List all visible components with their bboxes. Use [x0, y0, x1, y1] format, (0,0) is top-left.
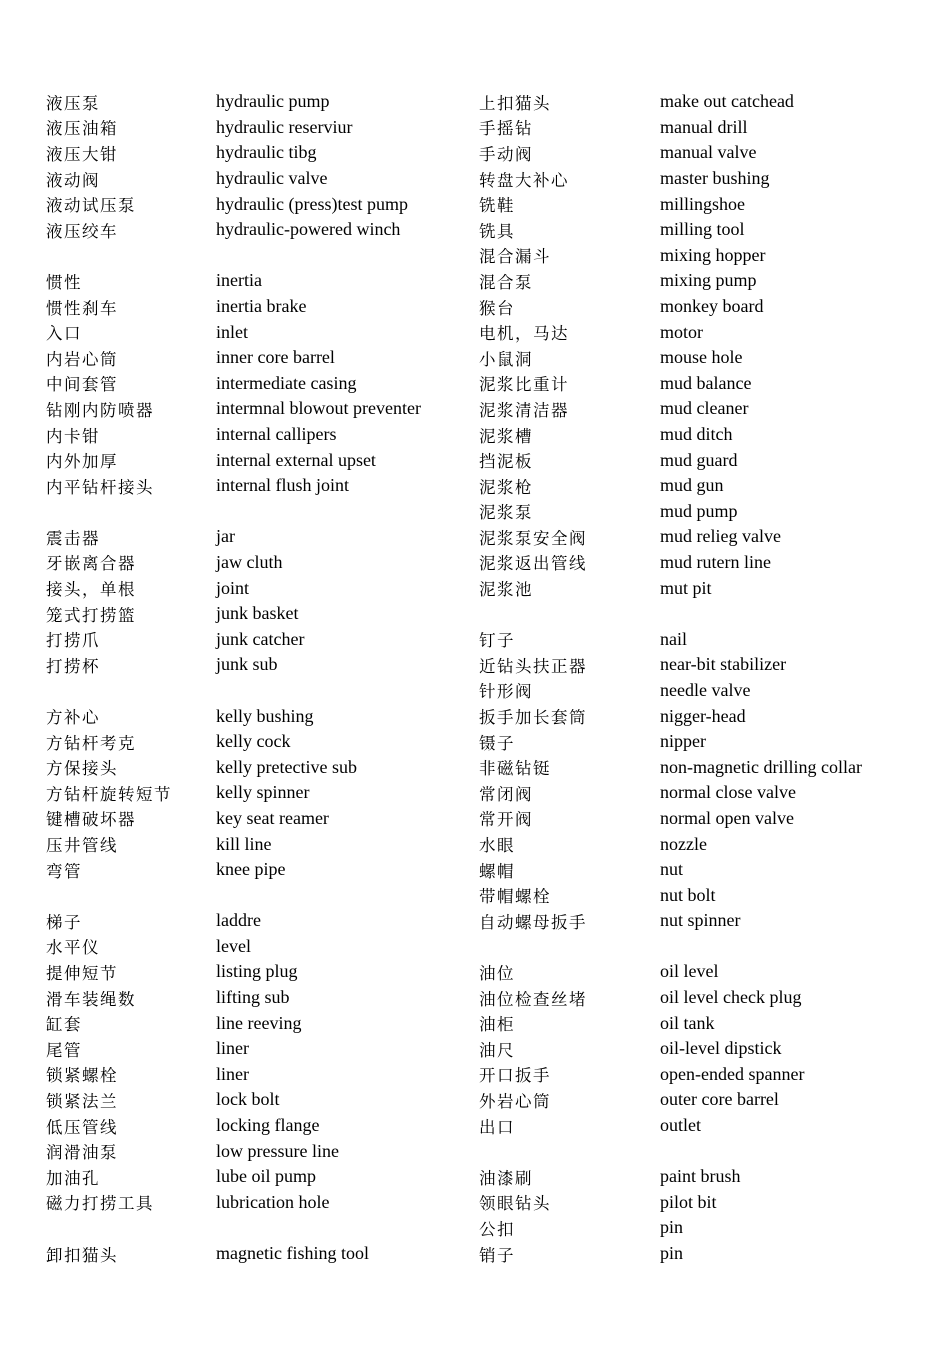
glossary-row [46, 243, 466, 269]
term-english: mud guard [660, 449, 738, 470]
term-english: mud rutern line [660, 551, 771, 572]
term-english: hydraulic pump [216, 91, 330, 112]
term-english: intermnal blowout preventer [216, 398, 421, 419]
term-english: hydraulic (press)test pump [216, 193, 408, 214]
term-english: lock bolt [216, 1089, 280, 1110]
term-chinese: 猴台 [479, 298, 515, 318]
glossary-row [479, 524, 919, 550]
term-chinese: 自动螺母扳手 [479, 912, 587, 932]
term-english: lifting sub [216, 987, 290, 1008]
term-chinese: 外岩心筒 [479, 1091, 551, 1111]
term-english: kill line [216, 833, 272, 854]
glossary-row [46, 422, 466, 448]
glossary-row [479, 319, 919, 345]
glossary-row [479, 908, 919, 934]
term-chinese: 磁力打捞工具 [46, 1194, 154, 1214]
term-chinese: 液压绞车 [46, 221, 118, 241]
term-english: line reeving [216, 1012, 302, 1033]
term-english: kelly pretective sub [216, 756, 357, 777]
glossary-row [479, 191, 919, 217]
term-english: outlet [660, 1115, 701, 1136]
term-chinese: 销子 [479, 1245, 515, 1265]
glossary-row [479, 217, 919, 243]
term-chinese: 锁紧螺栓 [46, 1066, 118, 1086]
term-english: pin [660, 1217, 684, 1238]
term-english: near-bit stabilizer [660, 654, 787, 675]
term-english: internal callipers [216, 424, 337, 445]
term-english: millingshoe [660, 193, 745, 214]
term-english: oil level [660, 961, 719, 982]
glossary-row [479, 1113, 919, 1139]
term-chinese: 常闭阀 [479, 784, 533, 804]
term-chinese: 震击器 [46, 528, 100, 548]
term-english: make out catchead [660, 91, 794, 112]
term-english: locking flange [216, 1115, 320, 1136]
glossary-row [479, 140, 919, 166]
glossary-row [46, 703, 466, 729]
term-chinese: 开口扳手 [479, 1066, 551, 1086]
glossary-row [479, 422, 919, 448]
term-english: hydraulic-powered winch [216, 219, 401, 240]
glossary-row [46, 729, 466, 755]
glossary-row [479, 652, 919, 678]
glossary-row [46, 626, 466, 652]
glossary-row [479, 1138, 919, 1164]
term-chinese: 领眼钻头 [479, 1194, 551, 1214]
term-english: inlet [216, 321, 248, 342]
term-chinese: 梯子 [46, 912, 82, 932]
glossary-row [46, 191, 466, 217]
term-chinese: 公扣 [479, 1219, 515, 1239]
term-chinese: 镊子 [479, 733, 515, 753]
term-chinese: 泥浆泵 [479, 503, 533, 523]
glossary-row [479, 729, 919, 755]
glossary-row [46, 1190, 466, 1216]
glossary-row [479, 1241, 919, 1267]
term-english: normal close valve [660, 782, 796, 803]
term-english: mixing hopper [660, 244, 766, 265]
term-english: master bushing [660, 168, 770, 189]
term-chinese: 液动试压泵 [46, 196, 136, 216]
term-english: nut spinner [660, 910, 741, 931]
term-english: junk sub [216, 654, 278, 675]
glossary-row [479, 626, 919, 652]
term-chinese: 压井管线 [46, 836, 118, 856]
glossary-row [46, 985, 466, 1011]
term-english: nut [660, 859, 684, 880]
term-chinese: 接头，单根 [46, 580, 136, 600]
glossary-row [46, 908, 466, 934]
term-chinese: 方钻杆旋转短节 [46, 784, 172, 804]
glossary-column-right [479, 89, 919, 1266]
term-chinese: 入口 [46, 324, 82, 344]
term-chinese: 泥浆清洁器 [479, 400, 569, 420]
glossary-row [46, 1241, 466, 1267]
term-chinese: 中间套管 [46, 375, 118, 395]
glossary-row [479, 89, 919, 115]
term-chinese: 弯管 [46, 861, 82, 881]
glossary-row [479, 934, 919, 960]
term-english: intermediate casing [216, 372, 357, 393]
term-english: nozzle [660, 833, 707, 854]
glossary-row [479, 754, 919, 780]
term-english: mixing pump [660, 270, 757, 291]
term-english: nail [660, 628, 687, 649]
term-english: mud gun [660, 475, 724, 496]
glossary-row [479, 396, 919, 422]
term-chinese: 液压大钳 [46, 144, 118, 164]
term-english: junk catcher [216, 628, 305, 649]
glossary-row [479, 243, 919, 269]
term-chinese: 油尺 [479, 1040, 515, 1060]
term-english: kelly spinner [216, 782, 310, 803]
glossary-row [479, 601, 919, 627]
term-chinese: 扳手加长套筒 [479, 708, 587, 728]
term-english: level [216, 935, 251, 956]
term-english: liner [216, 1063, 249, 1084]
term-chinese: 油位检查丝堵 [479, 989, 587, 1009]
glossary-row [479, 345, 919, 371]
term-english: key seat reamer [216, 807, 329, 828]
term-english: kelly cock [216, 731, 291, 752]
term-chinese: 挡泥板 [479, 452, 533, 472]
glossary-row [46, 601, 466, 627]
term-chinese: 油位 [479, 963, 515, 983]
term-english: pilot bit [660, 1191, 717, 1212]
term-english: mud pump [660, 500, 738, 521]
term-english: inner core barrel [216, 347, 335, 368]
term-english: manual drill [660, 116, 748, 137]
term-chinese: 针形阀 [479, 682, 533, 702]
glossary-row [479, 115, 919, 141]
glossary-row [46, 473, 466, 499]
term-english: listing plug [216, 961, 298, 982]
glossary-row [479, 294, 919, 320]
glossary-row [46, 550, 466, 576]
glossary-row [46, 166, 466, 192]
term-chinese: 打捞爪 [46, 631, 100, 651]
term-chinese: 泥浆枪 [479, 477, 533, 497]
glossary-row [46, 934, 466, 960]
glossary-row [46, 1036, 466, 1062]
glossary-row [479, 1215, 919, 1241]
term-chinese: 泥浆槽 [479, 426, 533, 446]
term-chinese: 小鼠洞 [479, 349, 533, 369]
term-chinese: 钻刚内防喷器 [46, 400, 154, 420]
glossary-row [479, 166, 919, 192]
term-chinese: 液动阀 [46, 170, 100, 190]
glossary-row [479, 1010, 919, 1036]
term-english: joint [216, 577, 250, 598]
glossary-row [479, 831, 919, 857]
term-english: lubrication hole [216, 1191, 330, 1212]
term-chinese: 近钻头扶正器 [479, 656, 587, 676]
term-chinese: 笼式打捞篮 [46, 605, 136, 625]
glossary-row [46, 140, 466, 166]
glossary-row [46, 89, 466, 115]
term-chinese: 非磁钻铤 [479, 759, 551, 779]
glossary-row [46, 345, 466, 371]
glossary-row [479, 1036, 919, 1062]
term-english: internal external upset [216, 449, 376, 470]
glossary-row [46, 115, 466, 141]
term-chinese: 液压泵 [46, 93, 100, 113]
term-chinese: 内岩心筒 [46, 349, 118, 369]
term-chinese: 泥浆泵安全阀 [479, 528, 587, 548]
term-chinese: 内平钻杆接头 [46, 477, 154, 497]
term-chinese: 方保接头 [46, 759, 118, 779]
term-chinese: 混合泵 [479, 272, 533, 292]
term-chinese: 内卡钳 [46, 426, 100, 446]
term-english: jar [216, 526, 235, 547]
term-english: junk basket [216, 603, 299, 624]
term-chinese: 泥浆返出管线 [479, 554, 587, 574]
term-chinese: 水平仪 [46, 938, 100, 958]
glossary-column-left [46, 89, 466, 1266]
term-chinese: 锁紧法兰 [46, 1091, 118, 1111]
term-chinese: 铣鞋 [479, 196, 515, 216]
term-english: mud relieg valve [660, 526, 781, 547]
glossary-row [46, 575, 466, 601]
glossary-row [46, 1138, 466, 1164]
glossary-row [46, 754, 466, 780]
glossary-row [479, 678, 919, 704]
glossary-row [46, 371, 466, 397]
term-chinese: 键槽破坏器 [46, 810, 136, 830]
term-english: magnetic fishing tool [216, 1243, 369, 1264]
term-chinese: 尾管 [46, 1040, 82, 1060]
glossary-row [46, 959, 466, 985]
term-chinese: 提伸短节 [46, 963, 118, 983]
term-english: motor [660, 321, 703, 342]
term-english: lube oil pump [216, 1166, 316, 1187]
term-chinese: 油柜 [479, 1015, 515, 1035]
term-chinese: 油漆刷 [479, 1168, 533, 1188]
term-english: outer core barrel [660, 1089, 779, 1110]
term-chinese: 惯性刹车 [46, 298, 118, 318]
glossary-row [479, 499, 919, 525]
glossary-row [46, 882, 466, 908]
glossary-row [46, 1062, 466, 1088]
term-english: non-magnetic drilling collar [660, 756, 862, 777]
glossary-row [46, 678, 466, 704]
term-chinese: 卸扣猫头 [46, 1245, 118, 1265]
term-chinese: 加油孔 [46, 1168, 100, 1188]
glossary-row [46, 780, 466, 806]
term-english: milling tool [660, 219, 745, 240]
glossary-row [46, 294, 466, 320]
term-english: nut bolt [660, 884, 716, 905]
term-english: oil level check plug [660, 987, 802, 1008]
term-english: inertia brake [216, 296, 307, 317]
term-english: nigger-head [660, 705, 746, 726]
term-chinese: 泥浆池 [479, 580, 533, 600]
glossary-row [46, 1010, 466, 1036]
glossary-row [479, 806, 919, 832]
glossary-row [46, 1164, 466, 1190]
term-english: liner [216, 1038, 249, 1059]
glossary-row [479, 575, 919, 601]
term-chinese: 转盘大补心 [479, 170, 569, 190]
term-english: laddre [216, 910, 261, 931]
term-english: monkey board [660, 296, 764, 317]
glossary-row [46, 217, 466, 243]
glossary-row [46, 268, 466, 294]
term-english: mud cleaner [660, 398, 749, 419]
term-chinese: 泥浆比重计 [479, 375, 569, 395]
glossary-row [479, 473, 919, 499]
glossary-row [479, 268, 919, 294]
term-english: internal flush joint [216, 475, 349, 496]
term-english: open-ended spanner [660, 1063, 805, 1084]
term-english: oil-level dipstick [660, 1038, 782, 1059]
term-english: inertia [216, 270, 262, 291]
term-english: mouse hole [660, 347, 743, 368]
term-english: needle valve [660, 679, 751, 700]
glossary-row [46, 652, 466, 678]
glossary-row [479, 447, 919, 473]
term-chinese: 低压管线 [46, 1117, 118, 1137]
term-english: normal open valve [660, 807, 794, 828]
term-english: nipper [660, 731, 706, 752]
term-chinese: 电机，马达 [479, 324, 569, 344]
term-english: jaw cluth [216, 551, 283, 572]
term-english: pin [660, 1243, 684, 1264]
glossary-row [479, 703, 919, 729]
term-chinese: 方补心 [46, 708, 100, 728]
term-english: knee pipe [216, 859, 286, 880]
term-chinese: 内外加厚 [46, 452, 118, 472]
glossary-row [479, 1087, 919, 1113]
glossary-row [479, 780, 919, 806]
term-chinese: 手动阀 [479, 144, 533, 164]
glossary-row [46, 1215, 466, 1241]
term-chinese: 上扣猫头 [479, 93, 551, 113]
glossary-row [479, 985, 919, 1011]
term-chinese: 润滑油泵 [46, 1143, 118, 1163]
glossary-row [46, 831, 466, 857]
term-chinese: 常开阀 [479, 810, 533, 830]
term-chinese: 打捞杯 [46, 656, 100, 676]
term-chinese: 螺帽 [479, 861, 515, 881]
glossary-row [479, 882, 919, 908]
term-chinese: 水眼 [479, 836, 515, 856]
term-chinese: 缸套 [46, 1015, 82, 1035]
term-chinese: 牙嵌离合器 [46, 554, 136, 574]
term-chinese: 液压油箱 [46, 119, 118, 139]
term-english: mud ditch [660, 424, 733, 445]
term-english: hydraulic reserviur [216, 116, 353, 137]
term-chinese: 惯性 [46, 272, 82, 292]
term-english: hydraulic tibg [216, 142, 317, 163]
glossary-row [479, 1190, 919, 1216]
term-chinese: 滑车装绳数 [46, 989, 136, 1009]
term-chinese: 带帽螺栓 [479, 887, 551, 907]
glossary-row [46, 806, 466, 832]
glossary-row [479, 1062, 919, 1088]
glossary-row [46, 524, 466, 550]
term-chinese: 铣具 [479, 221, 515, 241]
term-english: low pressure line [216, 1140, 339, 1161]
term-english: oil tank [660, 1012, 715, 1033]
term-english: paint brush [660, 1166, 741, 1187]
glossary-row [479, 857, 919, 883]
term-english: mut pit [660, 577, 712, 598]
glossary-row [46, 396, 466, 422]
glossary-row [46, 857, 466, 883]
glossary-row [479, 959, 919, 985]
glossary-row [46, 447, 466, 473]
term-chinese: 混合漏斗 [479, 247, 551, 267]
glossary-row [479, 550, 919, 576]
term-chinese: 手摇钻 [479, 119, 533, 139]
term-chinese: 钉子 [479, 631, 515, 651]
glossary-row [46, 1087, 466, 1113]
glossary-row [479, 1164, 919, 1190]
term-english: hydraulic valve [216, 168, 328, 189]
glossary-row [46, 499, 466, 525]
term-english: kelly bushing [216, 705, 314, 726]
glossary-row [479, 371, 919, 397]
glossary-row [46, 1113, 466, 1139]
glossary-row [46, 319, 466, 345]
term-english: mud balance [660, 372, 752, 393]
term-english: manual valve [660, 142, 757, 163]
term-chinese: 出口 [479, 1117, 515, 1137]
term-chinese: 方钻杆考克 [46, 733, 136, 753]
